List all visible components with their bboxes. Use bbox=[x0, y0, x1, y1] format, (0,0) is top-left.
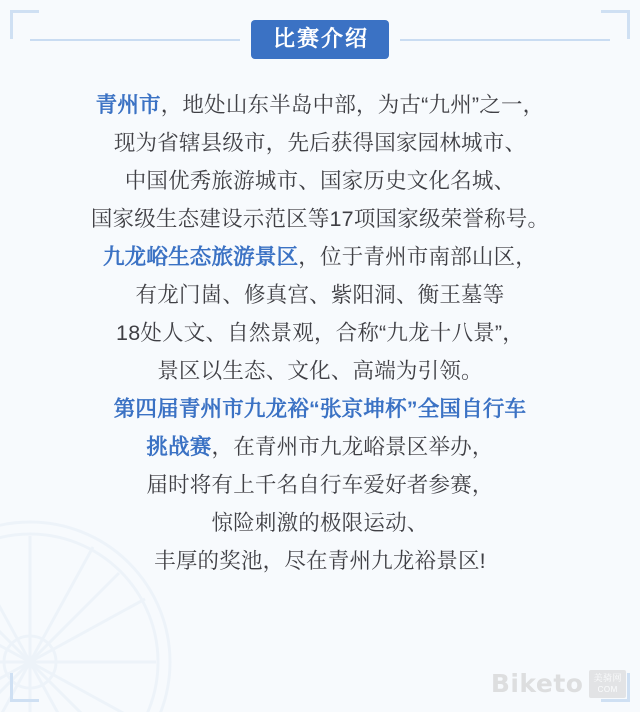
intro-line bbox=[26, 314, 614, 352]
intro-line bbox=[26, 390, 614, 428]
body-text: 18处人文、自然景观，合称“九龙十八景”， bbox=[116, 321, 524, 345]
highlighted-text: 第四届青州市九龙裕“张京坤杯”全国自行车 bbox=[113, 397, 527, 421]
watermark-badge-line1: 美骑网 bbox=[593, 672, 622, 683]
watermark-badge bbox=[589, 670, 626, 698]
highlighted-text: 九龙峪生态旅游景区 bbox=[102, 245, 299, 269]
body-text: 国家级生态建设示范区等17项国家级荣誉称号。 bbox=[90, 207, 550, 231]
page-title: 比赛介绍 bbox=[251, 20, 389, 59]
highlighted-text: 青州市 bbox=[95, 93, 161, 117]
body-text: 有龙门崮、修真宫、紫阳洞、衡王墓等 bbox=[135, 283, 505, 307]
intro-line bbox=[26, 504, 614, 542]
body-text: 届时将有上千名自行车爱好者参赛， bbox=[146, 473, 494, 497]
body-text: ，位于青州市南部山区， bbox=[298, 245, 537, 269]
introduction-text bbox=[26, 86, 614, 580]
body-text: 景区以生态、文化、高端为引领。 bbox=[157, 359, 483, 383]
intro-line bbox=[26, 428, 614, 466]
intro-line bbox=[26, 542, 614, 580]
body-text: 中国优秀旅游城市、国家历史文化名城、 bbox=[124, 169, 516, 193]
watermark-badge-line2: COM bbox=[597, 684, 618, 694]
section-header bbox=[0, 14, 640, 64]
header-rule-left bbox=[30, 39, 240, 41]
watermark bbox=[491, 669, 626, 698]
intro-line bbox=[26, 162, 614, 200]
intro-line bbox=[26, 124, 614, 162]
body-text: ，地处山东半岛中部，为古“九州”之一， bbox=[160, 93, 545, 117]
intro-line bbox=[26, 276, 614, 314]
intro-line bbox=[26, 200, 614, 238]
body-text: 惊险刺激的极限运动、 bbox=[211, 511, 429, 535]
intro-line bbox=[26, 238, 614, 276]
intro-line bbox=[26, 466, 614, 504]
corner-accent-bottom-left bbox=[10, 673, 39, 702]
body-text: 现为省辖县级市，先后获得国家园林城市、 bbox=[113, 131, 527, 155]
highlighted-text: 挑战赛 bbox=[146, 435, 212, 459]
body-text: 丰厚的奖池，尽在青州九龙裕景区! bbox=[154, 549, 486, 573]
header-rule-right bbox=[400, 39, 610, 41]
intro-line bbox=[26, 86, 614, 124]
body-text: ，在青州市九龙峪景区举办， bbox=[211, 435, 494, 459]
intro-line bbox=[26, 352, 614, 390]
watermark-brand: Biketo bbox=[490, 669, 584, 698]
